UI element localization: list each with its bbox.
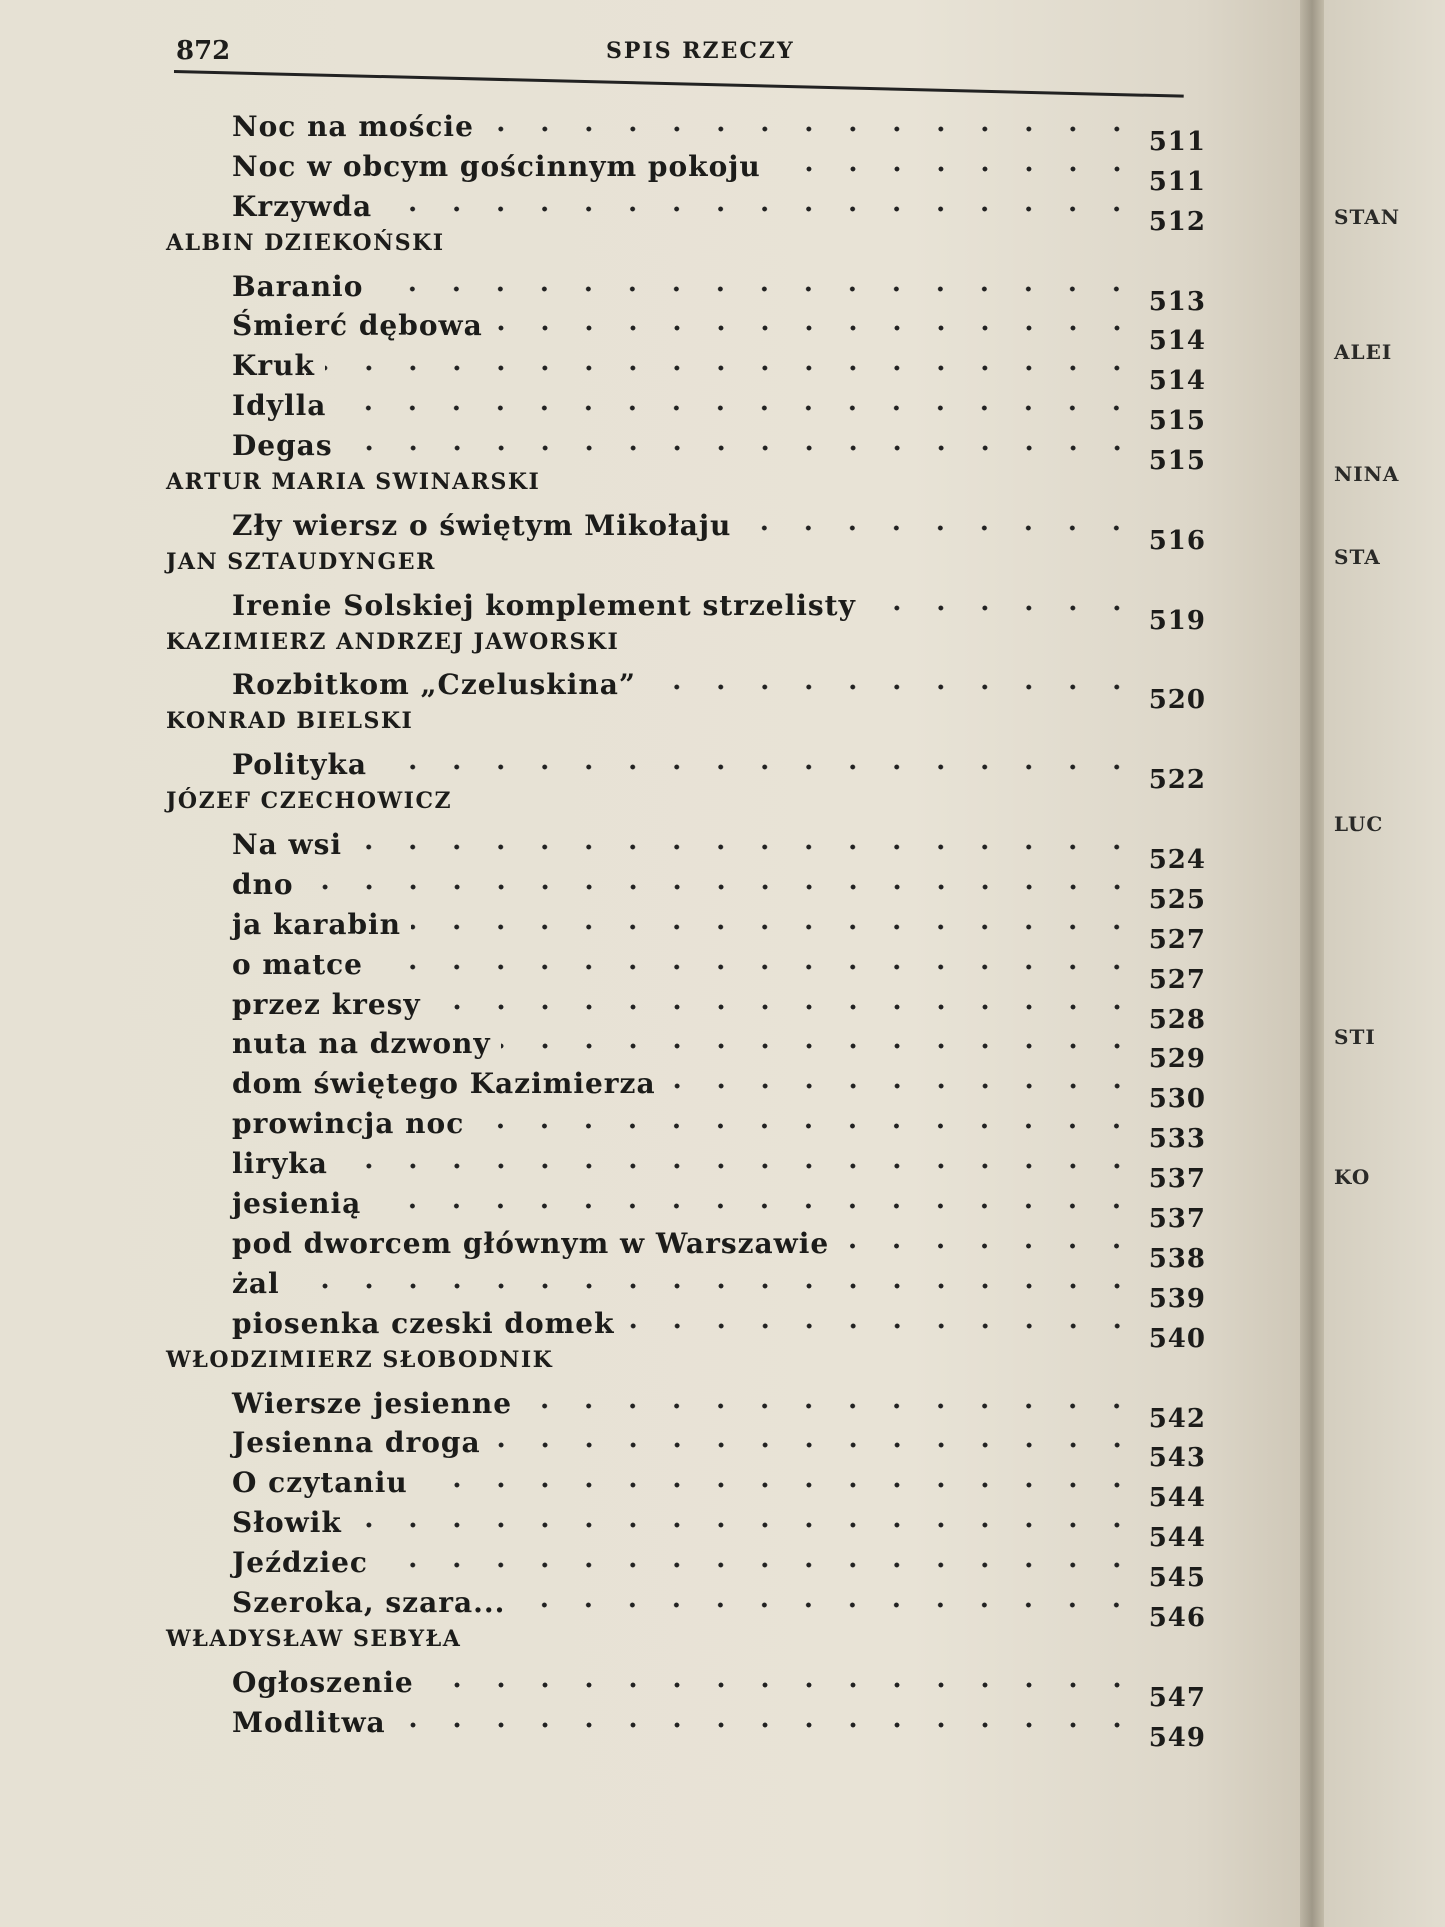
dot-leader <box>491 1440 1139 1450</box>
page-reference: 527 <box>1148 964 1206 995</box>
poem-title: Noc na moście <box>232 110 474 143</box>
facing-page-text: STA <box>1334 545 1381 569</box>
toc-entry <box>166 110 1206 157</box>
page-number: 872 <box>176 36 231 66</box>
dot-leader <box>352 842 1139 852</box>
page-reference: 530 <box>1148 1084 1206 1115</box>
page-reference: 525 <box>1148 884 1206 915</box>
page-reference: 528 <box>1148 1004 1206 1035</box>
toc-author-heading <box>166 1626 1206 1666</box>
page-reference: 543 <box>1148 1443 1206 1474</box>
dot-leader <box>741 523 1138 533</box>
toc-entry <box>166 748 1206 796</box>
page-reference: 539 <box>1148 1283 1206 1314</box>
page-reference: 540 <box>1148 1323 1206 1354</box>
poem-title: prowincja noc <box>232 1107 465 1141</box>
toc-entry <box>166 947 1206 995</box>
toc-author-heading <box>166 629 1206 669</box>
facing-page-text: LUC <box>1334 812 1384 836</box>
facing-page-text: KO <box>1334 1165 1371 1189</box>
toc-entry <box>166 269 1206 317</box>
toc-entry <box>166 588 1206 636</box>
toc-entry <box>166 1067 1206 1115</box>
poem-title: pod dworcem głównym w Warszawie <box>232 1226 830 1260</box>
toc-entry <box>166 907 1206 955</box>
poem-title: Rozbitkom „Czeluskina” <box>232 668 636 702</box>
dot-leader <box>866 603 1139 613</box>
toc-entry <box>166 867 1206 915</box>
author-name: JAN SZTAUDYNGER <box>166 548 436 575</box>
poem-title: Irenie Solskiej komplement strzelisty <box>232 588 856 622</box>
author-name: ARTUR MARIA SWINARSKI <box>166 469 541 496</box>
table-of-contents <box>166 110 1206 1753</box>
author-name: WŁADYSŁAW SEBYŁA <box>166 1625 462 1652</box>
toc-entry <box>166 1506 1206 1554</box>
toc-author-heading <box>166 469 1206 509</box>
dot-leader <box>446 557 1140 567</box>
poem-title: Degas <box>232 429 333 463</box>
toc-entry <box>166 1107 1206 1155</box>
toc-author-heading <box>166 1347 1206 1387</box>
toc-entry <box>166 1426 1206 1474</box>
dot-leader <box>550 477 1140 487</box>
dot-leader <box>371 1201 1138 1211</box>
page-reference: 513 <box>1148 286 1206 317</box>
poem-title: Na wsi <box>232 828 342 862</box>
dot-leader <box>522 1401 1139 1411</box>
dot-leader <box>343 443 1139 453</box>
page-reference: 524 <box>1148 845 1206 876</box>
page-reference: 511 <box>1148 166 1206 197</box>
poem-title: Modlitwa <box>232 1705 386 1739</box>
page-reference: 544 <box>1148 1523 1206 1554</box>
toc-entry <box>166 429 1206 477</box>
dot-leader <box>839 1241 1139 1251</box>
author-name: WŁODZIMIERZ SŁOBODNIK <box>166 1346 554 1373</box>
toc-entry <box>166 1027 1206 1075</box>
poem-title: Śmierć dębowa <box>232 309 483 343</box>
toc-entry <box>166 828 1206 876</box>
dot-leader <box>352 1520 1139 1530</box>
toc-entry <box>166 349 1206 397</box>
toc-entry <box>166 1546 1206 1594</box>
toc-entry <box>166 149 1206 197</box>
poem-title: jesienią <box>232 1187 362 1221</box>
toc-entry <box>166 987 1206 1035</box>
dot-leader <box>378 1560 1139 1570</box>
toc-entry <box>166 1266 1206 1314</box>
page-reference: 547 <box>1148 1682 1206 1713</box>
poem-title: o matce <box>232 947 363 981</box>
dot-leader <box>423 716 1140 726</box>
dot-leader <box>338 1161 1139 1171</box>
toc-entry <box>166 668 1206 716</box>
page-reference: 522 <box>1148 765 1206 796</box>
dot-leader <box>563 1355 1140 1365</box>
page-reference: 512 <box>1148 206 1206 237</box>
book-gutter <box>1300 0 1324 1927</box>
facing-page-edge <box>1324 0 1445 1927</box>
page-header <box>176 36 1182 76</box>
poem-title: Krzywda <box>232 189 373 223</box>
poem-title: Noc w obcym gościnnym pokoju <box>232 149 761 183</box>
facing-page-text: STAN <box>1334 205 1401 229</box>
poem-title: Wiersze jesienne <box>232 1386 513 1420</box>
poem-title: Jesienna droga <box>232 1426 481 1460</box>
poem-title: Jeździec <box>232 1546 368 1580</box>
author-name: KONRAD BIELSKI <box>166 708 414 735</box>
toc-entry <box>166 1705 1206 1753</box>
dot-leader <box>382 204 1139 214</box>
toc-entry <box>166 189 1206 237</box>
running-head: SPIS RZECZY <box>606 38 795 64</box>
dot-leader <box>431 1002 1139 1012</box>
toc-entry <box>166 508 1206 556</box>
page-reference: 514 <box>1148 366 1206 397</box>
dot-leader <box>325 363 1139 373</box>
toc-author-heading <box>166 708 1206 748</box>
facing-page-text: ALEI <box>1334 340 1393 364</box>
page-reference: 537 <box>1148 1204 1206 1235</box>
poem-title: piosenka czeski domek <box>232 1306 615 1340</box>
toc-author-heading <box>166 549 1206 589</box>
facing-page-text: NINA <box>1334 462 1400 486</box>
page-reference: 511 <box>1148 127 1206 157</box>
dot-leader <box>646 682 1139 692</box>
page-reference: 544 <box>1148 1483 1206 1514</box>
dot-leader <box>418 1480 1139 1490</box>
poem-title: dom świętego Kazimierza <box>232 1067 656 1101</box>
poem-title: dno <box>232 867 294 901</box>
page-reference: 527 <box>1148 924 1206 955</box>
page-reference: 537 <box>1148 1164 1206 1195</box>
page-reference: 519 <box>1148 605 1206 636</box>
page-reference: 515 <box>1148 406 1206 437</box>
dot-leader <box>629 637 1140 647</box>
dot-leader <box>377 762 1139 772</box>
dot-leader <box>501 1041 1139 1051</box>
toc-entry <box>166 1665 1206 1713</box>
poem-title: liryka <box>232 1147 328 1181</box>
poem-title: Baranio <box>232 269 364 303</box>
page-reference: 549 <box>1148 1722 1206 1753</box>
dot-leader <box>484 124 1139 134</box>
page-reference: 533 <box>1148 1124 1206 1155</box>
toc-entry <box>166 309 1206 357</box>
dot-leader <box>462 796 1140 806</box>
dot-leader <box>373 284 1138 294</box>
poem-title: Szeroka, szara... <box>232 1585 506 1619</box>
page-reference: 542 <box>1148 1403 1206 1434</box>
dot-leader <box>493 323 1139 333</box>
page-reference: 529 <box>1148 1044 1206 1075</box>
toc-entry <box>166 1585 1206 1633</box>
dot-leader <box>771 164 1139 174</box>
toc-author-heading <box>166 230 1206 270</box>
page-reference: 514 <box>1148 326 1206 357</box>
poem-title: Kruk <box>232 349 315 383</box>
poem-title: przez kresy <box>232 987 421 1021</box>
page-reference: 546 <box>1148 1602 1206 1633</box>
page-reference: 516 <box>1148 525 1206 556</box>
toc-entry <box>166 1187 1206 1235</box>
toc-entry <box>166 389 1206 437</box>
facing-page-text: STI <box>1334 1025 1376 1049</box>
dot-leader <box>455 238 1141 248</box>
toc-author-heading <box>166 788 1206 828</box>
toc-entry <box>166 1147 1206 1195</box>
toc-entry <box>166 1306 1206 1354</box>
poem-title: ja karabin <box>232 907 402 941</box>
dot-leader <box>625 1321 1139 1331</box>
dot-leader <box>666 1081 1139 1091</box>
dot-leader <box>474 1121 1138 1131</box>
page-reference: 538 <box>1148 1243 1206 1274</box>
page-reference: 545 <box>1148 1563 1206 1594</box>
poem-title: Słowik <box>232 1506 342 1540</box>
poem-title: Polityka <box>232 748 367 782</box>
dot-leader <box>396 1720 1139 1730</box>
author-name: KAZIMIERZ ANDRZEJ JAWORSKI <box>166 628 620 655</box>
toc-entry <box>166 1386 1206 1434</box>
poem-title: nuta na dzwony <box>232 1027 491 1061</box>
dot-leader <box>411 922 1139 932</box>
dot-leader <box>471 1634 1140 1644</box>
page-reference: 520 <box>1148 685 1206 716</box>
poem-title: Ogłoszenie <box>232 1665 414 1699</box>
page-reference: 515 <box>1148 446 1206 477</box>
dot-leader <box>515 1600 1138 1610</box>
dot-leader <box>290 1281 1139 1291</box>
poem-title: Zły wiersz o świętym Mikołaju <box>232 508 732 542</box>
toc-entry <box>166 1226 1206 1274</box>
dot-leader <box>304 882 1139 892</box>
dot-leader <box>373 962 1139 972</box>
poem-title: O czytaniu <box>232 1466 408 1500</box>
toc-entry <box>166 1466 1206 1514</box>
author-name: ALBIN DZIEKOŃSKI <box>166 229 445 256</box>
poem-title: Idylla <box>232 389 327 423</box>
dot-leader <box>336 403 1138 413</box>
author-name: JÓZEF CZECHOWICZ <box>166 788 453 815</box>
poem-title: żal <box>232 1266 280 1300</box>
dot-leader <box>424 1680 1139 1690</box>
